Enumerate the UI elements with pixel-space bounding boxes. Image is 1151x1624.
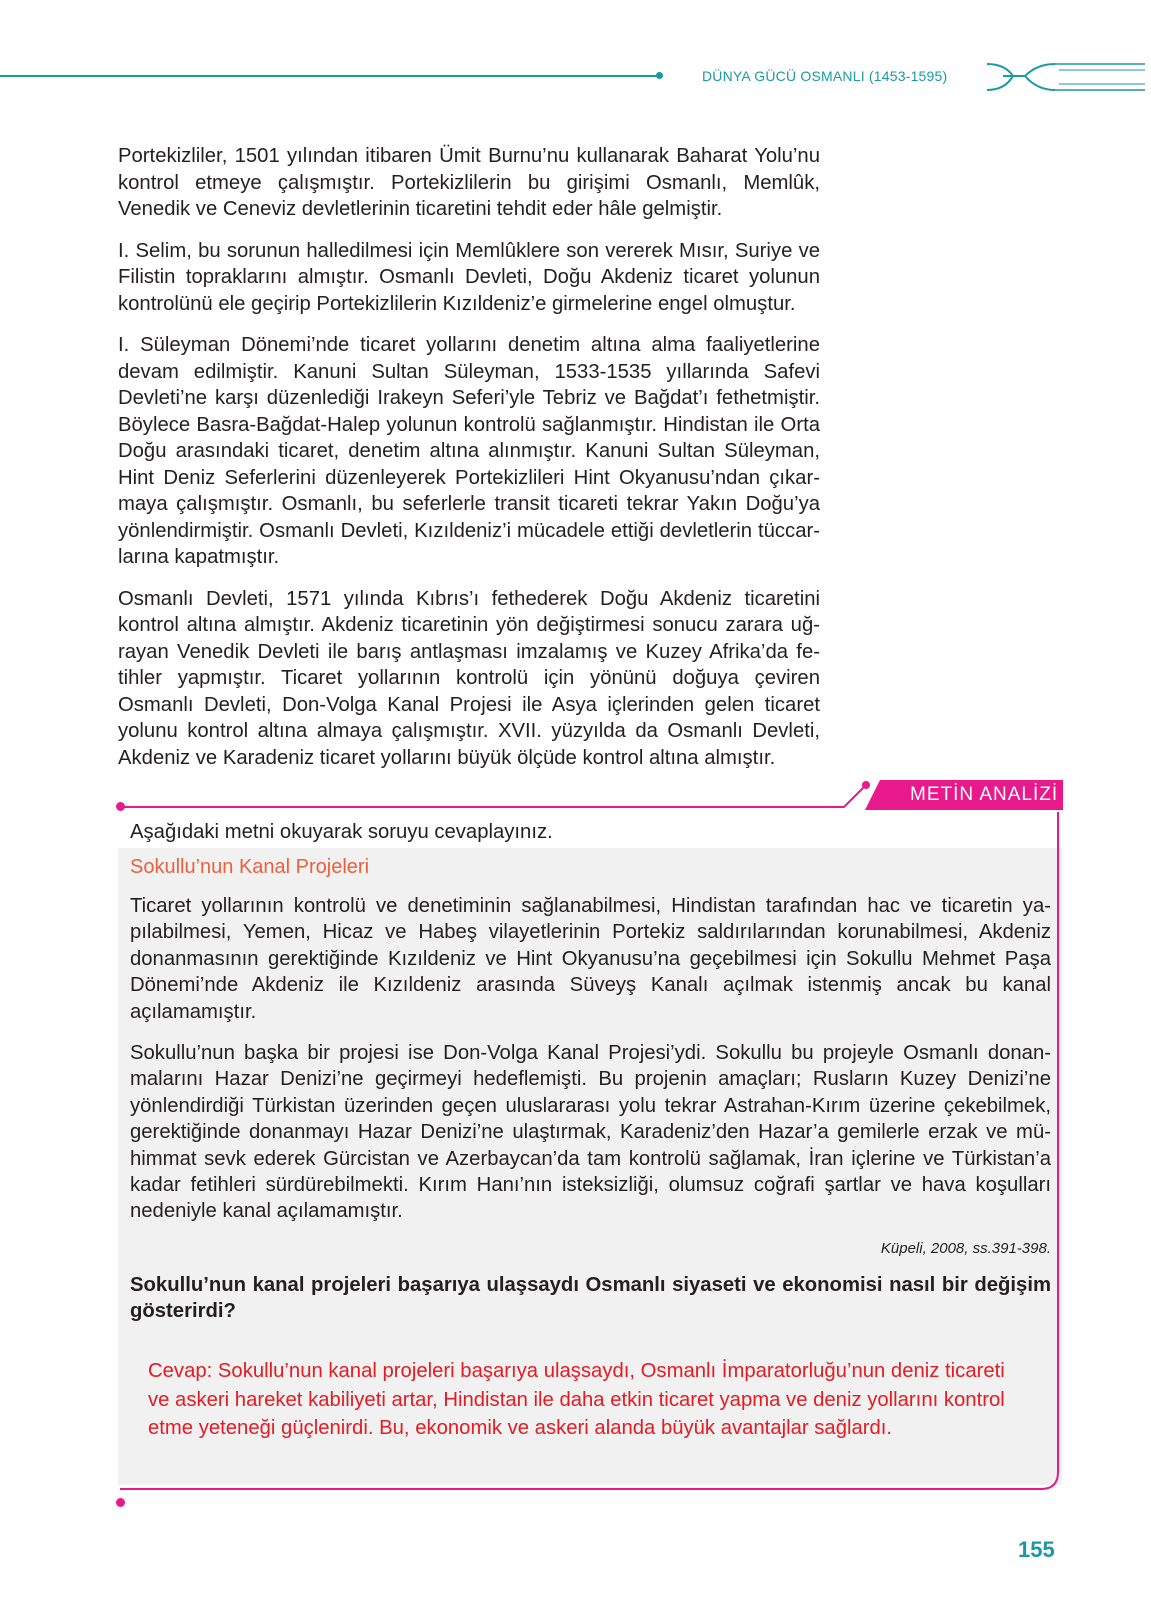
analysis-paragraph: Ticaret yollarının kontrolü ve denetiminin sağlanabilmesi, Hindistan tarafından hac ve ticaretin yapılabilmesi, Yemen, Hicaz ve Habeş vilayetlerinin Portekiz saldırılarından korunabilmesi, Akdeniz donanmasının gerektiğinde Kızıldeniz ve Hint Okyanusu’na geçebilmesi için Sokullu Mehmet Paşa Dönemi’nde Akdeniz ile Kızıldeniz arasında Süveyş Kanalı açılmak istenmiş ancak bu kanal açılamamıştır. bbox=[130, 895, 1051, 1023]
analysis-top-rule bbox=[120, 806, 836, 808]
analysis-question: Sokullu’nun kanal projeleri başarıya ulaşsaydı Osmanlı siyaseti ve ekonomisi nasıl bir değişim gösterirdi? bbox=[130, 1274, 1051, 1323]
analysis-text bbox=[130, 893, 1051, 1240]
body-paragraph: I. Süleyman Dönemi’nde ticaret yollarını denetim altına alma faaliyetlerine devam edilmiştir. Kanuni Sultan Süleyman, 1533-1535 yıllarında Safevi Devleti’ne karşı düzenlediği Irakeyn Seferi’yle Tebriz ve Bağdat’ı fethetmiştir. Böylece Basra-Bağdat-Halep yolunun kontrolü sağlanmıştır. Hindistan ile Orta Doğu arasındaki ticaret, denetim altına alınmıştır. Kanuni Sultan Süleyman, Hint Deniz Seferlerini düzenleyerek Portekizlileri Hint Okyanusu’ndan çıkarmaya çalışmıştır. Osmanlı, bu seferlerle transit ticareti tekrar Yakın Doğu’ya yönlendirmiştir. Osmanlı Devleti, Kızıldeniz’i mücadele ettiği devletlerin tüccarlarına kapatmıştır. bbox=[118, 334, 820, 568]
page-number: 155 bbox=[1018, 1537, 1055, 1562]
body-paragraph: Osmanlı Devleti, 1571 yılında Kıbrıs’ı fethederek Doğu Akdeniz ticaretini kontrol altına almıştır. Akdeniz ticaretinin yön değiştirmesi sonucu zarara uğrayan Venedik Devleti ile barış antlaşması imzalamış ve Kuzey Afrika’da fetihler yapmıştır. Ticaret yollarının kontrolü için yönünü doğuya çeviren Osmanlı Devleti, Don-Volga Kanal Projesi ile Asya içlerinden gelen ticaret yolunu kontrol altına almaya çalışmıştır. XVII. yüzyılda da Osmanlı Devleti, Akdeniz ve Karadeniz ticaret yollarını büyük ölçüde kontrol altına almıştır. bbox=[118, 587, 820, 769]
analysis-rule-dot bbox=[116, 802, 125, 811]
analysis-paragraph: Sokullu’nun başka bir projesi ise Don-Volga Kanal Projesi’ydi. Sokullu bu projeyle Osmanlı donanmalarını Hazar Denizi’ne geçirmeyi hedeflemişti. Bu projenin amaçları; Rusların Kuzey Denizi’ne yönlendirdiği Türkistan üzerinden geçen uluslararası yolu tekrar Astrahan-Kırım üzerine çekebilmek, gerektiğinde donanmayı Hazar Denizi’ne ulaştırmak, Karadeniz’den Hazar’a gemilerle erzak ve mühimmat sevk ederek Gürcistan ve Azerbaycan’da tam kontrolü sağlamak, İran içlerine ve Türkistan’a kadar fetihleri sürdürebilmekti. Kırım Hanı’nın isteksizliği, olumsuz coğrafi şartlar ve hava koşulları nedeniyle kanal açılamamıştır. bbox=[130, 1042, 1051, 1223]
analysis-source-citation: Küpeli, 2008, ss.391-398. bbox=[880, 1240, 1051, 1257]
analysis-tab-label: METİN ANALİZİ bbox=[910, 784, 1059, 805]
running-header-title: DÜNYA GÜCÜ OSMANLI (1453-1595) bbox=[702, 68, 948, 84]
analysis-title: Sokullu’nun Kanal Projeleri bbox=[130, 856, 370, 878]
decorative-ornament-icon bbox=[985, 58, 1145, 98]
body-paragraph: I. Selim, bu sorunun halledilmesi için Memlûklere son vererek Mısır, Suriye ve Filistin topraklarını almıştır. Osmanlı Devleti, Doğu Akdeniz ticaret yolunun kontrolünü ele geçirip Portekizlilerin Kızıldeniz’e girmelerine engel olmuştur. bbox=[118, 239, 820, 315]
analysis-instruction: Aşağıdaki metni okuyarak soruyu cevaplayınız. bbox=[130, 821, 553, 843]
analysis-answer: Cevap: Sokullu’nun kanal projeleri başarıya ulaşsaydı, Osmanlı İmparatorluğu’nun deniz ticareti ve askeri hareket kabiliyeti artar, Hindistan ile daha etkin ticaret yapma ve deniz yollarını kontrol etme yeteneği güçlenirdi. Bu, ekonomik ve askeri alanda büyük avantajlar sağlardı. bbox=[148, 1360, 1005, 1439]
analysis-bottom-dot bbox=[116, 1498, 125, 1507]
analysis-connector bbox=[830, 773, 870, 813]
body-text bbox=[118, 143, 820, 786]
body-paragraph: Portekizliler, 1501 yılından itibaren Ümit Burnu’nu kullanarak Baharat Yolu’nu kontrol etmeye çalışmıştır. Portekizlilerin bu girişimi Osmanlı, Memlûk, Venedik ve Ceneviz devletlerinin ticaretini tehdit eder hâle gelmiştir. bbox=[118, 145, 820, 220]
header-rule-dot bbox=[656, 72, 663, 79]
header-rule bbox=[0, 75, 660, 77]
